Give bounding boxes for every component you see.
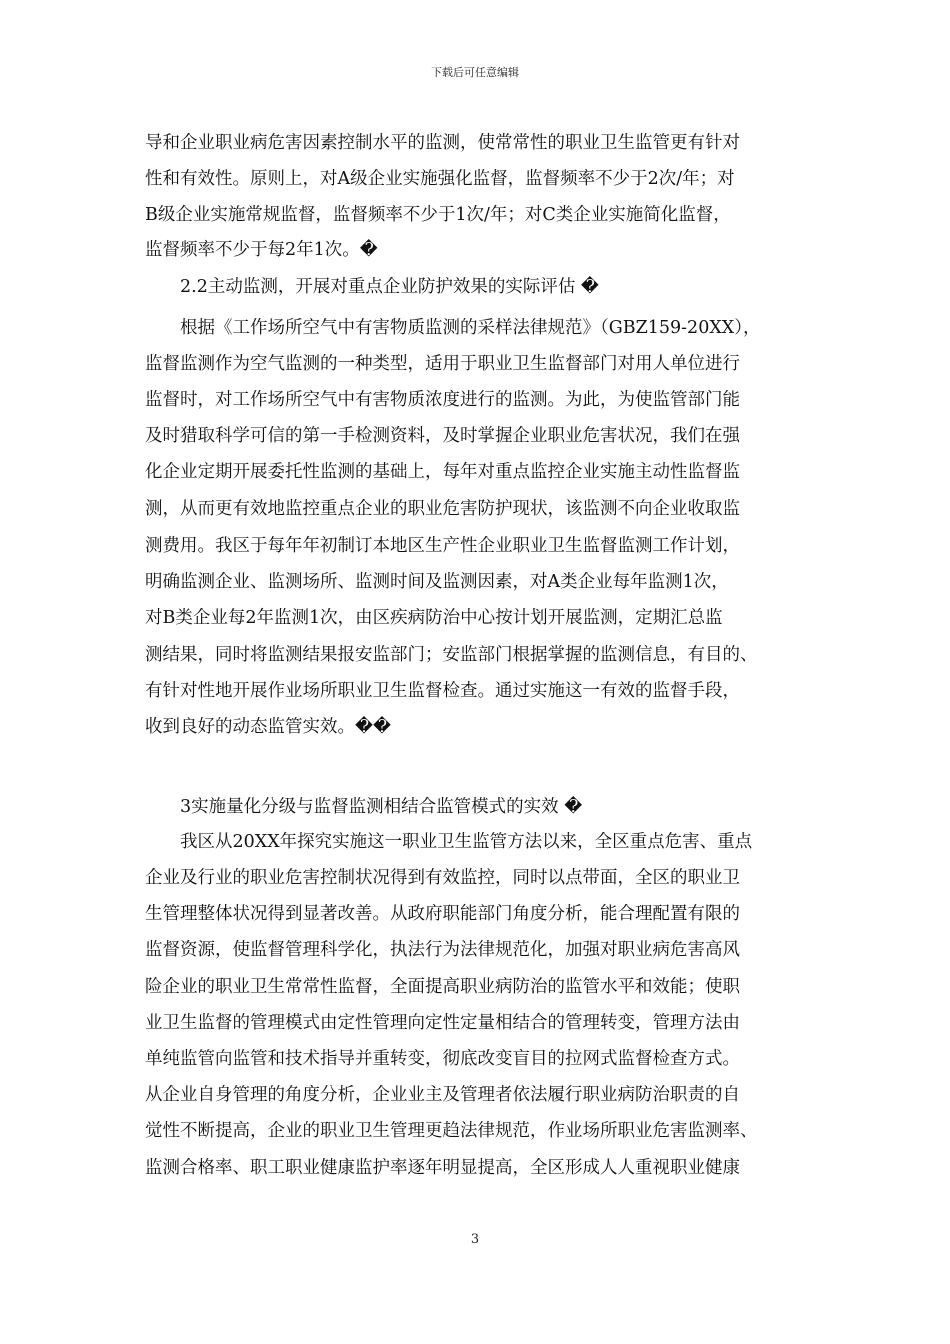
text-line: 导和企业职业病危害因素控制水平的监测，使常常性的职业卫生监管更有针对 [145,133,740,153]
page-number: 3 [470,1232,480,1247]
text-line: 测，从而更有效地监控重点企业的职业危害防护现状，该监测不向企业收取监 [145,499,740,519]
text-line: 化企业定期开展委托性监测的基础上，每年对重点监控企业实施主动性监督监 [145,462,740,482]
text-line: 企业及行业的职业危害控制状况得到有效监控，同时以点带面，全区的职业卫 [145,868,740,888]
text-line: 明确监测企业、监测场所、监测时间及监测因素，对A类企业每年监测1次， [145,572,729,592]
section-heading-2-2: 2.2主动监测，开展对重点企业防护效果的实际评估 � [180,277,599,297]
text-line: 监督频率不少于每2年1次。� [145,240,378,260]
text-line: 测费用。我区于每年年初制订本地区生产性企业职业卫生监督监测工作计划， [145,536,740,556]
text-line: 我区从20XX年探究实施这一职业卫生监管方法以来，全区重点危害、重点 [180,832,753,852]
text-line: 业卫生监督的管理模式由定性管理向定性定量相结合的管理转变，管理方法由 [145,1013,740,1033]
text-line: 监测合格率、职工职业健康监护率逐年明显提高，全区形成人人重视职业健康 [145,1158,740,1178]
text-line: 及时猎取科学可信的第一手检测资料，及时掌握企业职业危害状况，我们在强 [145,426,740,446]
text-line: 监督时，对工作场所空气中有害物质浓度进行的监测。为此，为使监管部门能 [145,390,740,410]
page-header: 下载后可任意编辑 [431,66,519,79]
text-line: 单纯监管向监管和技术指导并重转变，彻底改变盲目的拉网式监督检查方式。 [145,1049,740,1069]
text-line: 监督资源，使监督管理科学化，执法行为法律规范化，加强对职业病危害高风 [145,940,740,960]
text-line: 测结果，同时将监测结果报安监部门；安监部门根据掌握的监测信息，有目的、 [145,645,758,665]
text-line: 觉性不断提高，企业的职业卫生管理更趋法律规范，作业场所职业危害监测率、 [145,1121,758,1141]
text-line: 有针对性地开展作业场所职业卫生监督检查。通过实施这一有效的监督手段， [145,681,740,701]
text-line: 险企业的职业卫生常常性监督，全面提高职业病防治的监管水平和效能；使职 [145,977,740,997]
text-line: 生管理整体状况得到显著改善。从政府职能部门角度分析，能合理配置有限的 [145,904,740,924]
section-heading-3: 3实施量化分级与监督监测相结合监管模式的实效 � [180,797,583,817]
text-line: 监督监测作为空气监测的一种类型，适用于职业卫生监督部门对用人单位进行 [145,354,740,374]
text-line: 对B类企业每2年监测1次，由区疾病防治中心按计划开展监测，定期汇总监 [145,608,723,628]
text-line: 根据《工作场所空气中有害物质监测的采样法律规范》（GBZ159-20XX）， [180,318,761,338]
text-line: 性和有效性。原则上，对A级企业实施强化监督，监督频率不少于2次/年；对 [145,169,735,189]
text-line: 从企业自身管理的角度分析，企业业主及管理者依法履行职业病防治职责的自 [145,1085,740,1105]
text-line: 收到良好的动态监管实效。�� [145,717,391,737]
text-line: B级企业实施常规监督，监督频率不少于1次/年；对C类企业实施简化监督， [145,205,731,225]
